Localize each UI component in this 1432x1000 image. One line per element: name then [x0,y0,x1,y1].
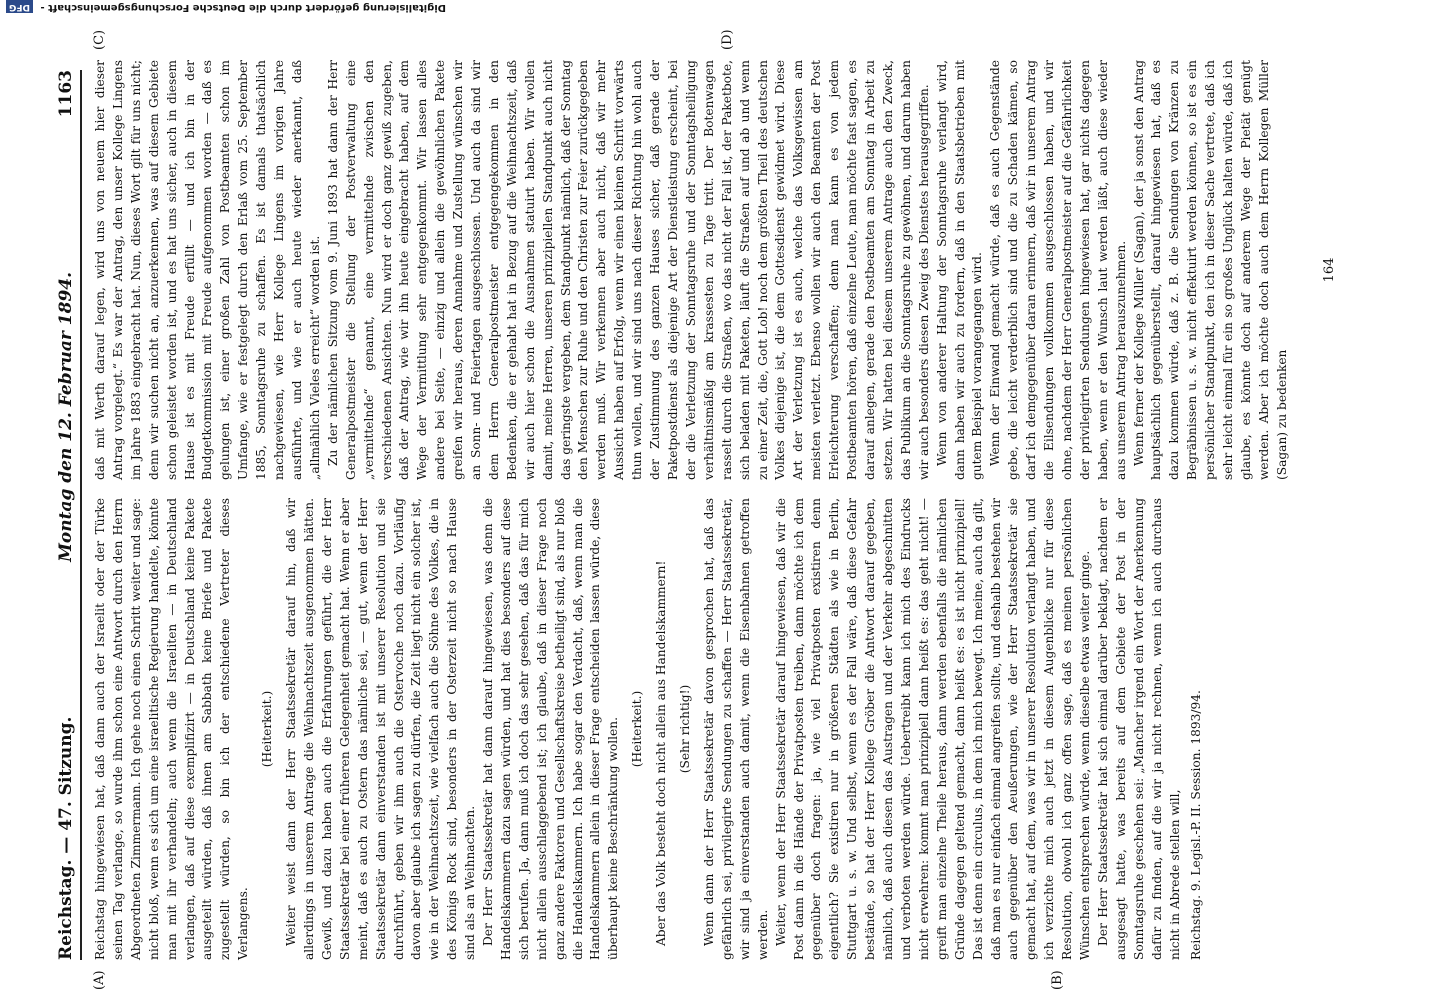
paragraph: Weiter weist dann der Herr Staatssekretär darauf hin, daß wir allerdings in unserem Antrage die Weihnachtszeit ausgenommen hätten. Gewiß, und dazu haben auch die Erfahrungen geführt, die der Herr Staatssekretär bei einer früheren Gelegenheit gemacht hat. Wenn er aber meint, daß es auch zu Ostern das nämliche sei, — gut, wenn der Herr Staatssekretär dann einverstanden ist mit unserer Resolution und sie durchführt, geben wir ihm auch die Ostervoche noch dazu. Vorläufig davon aber glaube ich sagen zu dürfen, die Zeit liegt nicht ein solcher ist, wie in der Weihnachtszeit, wie vielfach auch die Söhne des Volkes, die in des Königs Rock sind, besonders in der Osterzeit nicht so nach Hause sind als an Weihnachten. [284,498,478,960]
bottom-page-number: 164 [1322,257,1337,283]
paragraph: Wenn der Einwand gemacht würde, daß es auch Gegenstände gebe, die leicht verderblich sind und die zu Schaden kämen, so darf ich demgegenüber daran erinnern, daß wir in unserem Antrag die Eilsendungen vollkommen ausgeschlossen haben, und wir ohne, nachdem der Herr Generalpostmeister auf die Gefährlichkeit der privilegirten Sendungen hingewiesen hat, gar nichts dagegen haben, wenn er den Wunsch laut werden läßt, auch diese wieder aus unserem Antrag herauszunehmen. [988,60,1128,480]
paragraph: Aber das Volk besteht doch nicht allein aus Handelskammern! [654,560,669,946]
paragraph: Wenn ferner der Kollege Müller (Sagan), der ja sonst den Antrag hauptsächlich gegenüberstellt, darauf hingewiesen hat, daß es dazu kommen würde, daß z. B. die Sendungen von Kränzen zu Begräbnissen u. s. w. nicht effektuirt werden können, so ist es ein persönlicher Standpunkt, den ich in dieser Sache vertrete, daß ich sehr leicht einmal für ein so großes Unglück halten würde, daß ich glaube, es könnte doch auf anderem Wege der Pietät genügt werden. Aber ich möchte doch auch dem Herrn Kollegen Müller (Sagan) zu bedenken [1131,60,1289,480]
margin-letter-c: (C) [92,29,107,50]
header-page-number: 1163 [56,70,76,118]
session-footer: Reichstag. 9. Legisl.-P. II. Session. 1893/94. [1189,690,1204,960]
paragraph: Der Herr Staatssekretär hat sich einmal darüber beklagt, nachdem er ausgesagt hatte, was bereits auf dem Gebiete der Post in der Sonntagsruhe geschehen sei: „Mancher irgend ein Wort der Anerkennung dafür zu finden, auf die wir ja nicht rechnen, wenn ich auch durchaus nicht in Abrede stellen will, [1095,498,1182,960]
right-column [92,60,1312,480]
dfg-logo: DFG [6,0,33,13]
paragraph: daß mit Werth darauf legen, wird uns von neuem hier dieser Antrag vorgelegt.“ Es war der Antrag, den unser Kollege Lingens im Jahre 1883 eingebracht hat. Nun, dieses Wort gilt für uns nicht; denn wir suchen nicht an, anzuerkennen, was auf diesem Gebiete schon geleistet worden ist, und es hat uns sicher, auch in diesem Hause ist es mit Freude erfüllt — und ich bin in der Budgetkommission mit Freude aufgenommen worden — daß es gelungen ist, einer großen Zahl von Postbeamten schon im Umfange, wie er festgelegt durch den Erlaß vom 25. September 1885, Sonntagsruhe zu schaffen. Es ist damals thatsächlich nachgewiesen, wie Herr Kollege Lingens im vorigen Jahre ausführte, und wie er auch heute wieder anerkannt, daß „allmählich Vieles erreicht“ worden ist. [93,60,322,480]
digitization-note [0,0,1432,15]
digitization-note-text: Digitalisierung gefördert durch die Deutsche Forschungsgemeinschaft - [40,2,447,13]
left-column [92,498,1372,960]
paragraph: Wenn von anderer Haltung der Sonntagsruhe verlangt wird, dann haben wir auch zu fordern, daß in den Staatsbetrieben mit gutem Beispiel vorangegangen wird. [934,60,985,480]
paragraph: Reichstag hingewiesen hat, daß dann auch der Israelit oder der Türke seinen Tag verlange, so wurde ihm schon eine Antwort durch den Herrn Abgeordneten Zimmermann. Ich gehe noch einen Schritt weiter und sage: nicht bloß, wenn es sich um eine israelitische Regierung handelte, könnte man mit ihr verhandeln; auch wenn die Israeliten — in Deutschland verlangen, daß auf diese exemplifizirt — in Deutschland keine Pakete ausgeteilt würden, daß ihnen am Sabbath keine Briefe und Pakete zugestellt würden, so bin ich der entschiedene Vertreter dieses Verlangens. [93,498,251,960]
header-left: Reichstag. — 47. Sitzung. [56,716,76,960]
paragraph: Weiter, wenn der Herr Staatssekretär darauf hingewiesen, daß wir die Post dann in die Hände der Privatposten treiben, dann möchte ich dem gegenüber doch fragen: ja, wie viel Privatposten existiren denn eigentlich? Sie existiren nur in größeren Städten als wie in Berlin, Stuttgart u. s. w. Und selbst, wenn es der Fall wäre, daß diese Gefahr bestände, so hat der Herr Kollege Gröber die Antwort darauf gegeben, nämlich, daß auch diesen das Austragen und der Verkehr abgeschnitten und verboten werden würde. Uebertreibt kann ich mich des Eindrucks nicht erwehren: kommt man prinzipiell dann heißt es: das geht nicht! — greift man einzelne Theile heraus, dann werden ebenfalls die nämlichen Gründe dagegen geltend gemacht, dann heißt es: es ist nicht prinzipiell! Das ist denn ein circulus, in dem ich mich bewegt. Ich meine, auch da gilt, daß man es nur einfach einmal angreifen sollte, und deshalb bestehen wir auch gegenüber den Aeußerungen, wie der Herr Staatssekretär sie gemacht hat, auf dem, was wir in unserer Resolution verlangt haben, und ich verzichte mich auch jetzt in diesem Augenblicke nur für diese Resolution, obwohl ich ganz offen sage, daß es meinen persönlichen Wünschen entsprechen würde, wenn dieselbe etwas weiter ginge. [773,498,1093,960]
digitization-strip [0,0,1432,15]
page-header [44,70,82,960]
reaction-note: (Heiterkeit.) [260,690,275,768]
margin-letter-d: (D) [720,29,735,50]
paragraph: Der Herr Staatssekretär hat dann darauf hingewiesen, was denn die Handelskammern dazu sagen würden, und hat dies besonders auf diese sich berufen. Ja, dann muß ich doch das sehr gesehen, daß das für mich nicht allein ausschlaggebend ist; ich glaube, daß in dieser Frage noch ganz andere Faktoren und Gesellschaftskreise betheiligt sind, als nur bloß die Handelskammern. Ich habe sogar den Verdacht, daß, wenn man die Handelskammern allein in dieser Frage entscheiden lassen würde, diese überhaupt keine Beschränkung wollen. [481,498,621,960]
margin-letter-b: (B) [1050,970,1065,990]
paragraph: Wenn dann der Herr Staatssekretär davon gesprochen hat, daß das gefährlich sei, privilegirte Sendungen zu schaffen — Herr Staatssekretär, wir sind ja einverstanden auch damit, wenn die Eisenbahnen getroffen werden. [702,498,770,960]
paragraph: Zu der nämlichen Sitzung vom 9. Juni 1893 hat dann der Herr Generalpostmeister die Stellung der Postverwaltung eine „vermittelnde“ genannt, eine vermittelnde zwischen den verschiedenen Ansichten. Nun wird er doch ganz gewiß zugeben, daß der Antrag, wie wir ihn heute eingebracht haben, auf dem Wege der Vermittlung sehr entgegenkommt. Wir lassen alles andere bei Seite, — einzig und allein die gewöhnlichen Pakete greifen wir heraus, deren Annahme und Zustellung wünschen wir an Sonn- und Feiertagen ausgeschlossen. Und auch da sind wir dem Herrn Generalpostmeister entgegengekommen in den Bedenken, die er gehabt hat in Bezug auf die Weihnachtszeit, daß wir auch hier schon die Ausnahmen statuirt haben. Wir wollen damit, meine Herren, unseren prinzipiellen Standpunkt auch nicht das geringste vergeben, dem Standpunkt nämlich, daß der Sonntag den Menschen zur Ruhe und den Christen zur Feier zurückgegeben werden muß. Wir verkennen aber auch nicht, daß wir mehr Aussicht haben auf Erfolg, wenn wir einen kleinen Schritt vorwärts thun wollen, und wir sind uns nach dieser Richtung hin wohl auch der Zustimmung des ganzen Hauses sicher, daß gerade der Paketpostdienst als diejenige Art der Dienstleistung erscheint, bei der die Verletzung der Sonntagsruhe und der Sonntagsheiligung verhältnismäßig am krassesten zu Tage tritt. Der Botenwagen rasselt durch die Straßen, wo das nicht der Fall ist, der Paketbote, sich beladen mit Paketen, läuft die Straßen auf und ab und wenn zu einer Zeit, die, Gott Lob! noch dem größten Theil des deutschen Volkes diejenige ist, die dem Gottesdienst gewidmet wird. Diese Art der Verletzung ist es auch, welche das Volksgewissen am meisten verletzt. Ebenso wollen wir auch den Beamten der Post Erleichterung verschaffen; denn man kann es von jedem Postbeamten hören, daß einzelne Leute, man möchte fast sagen, es darauf anlegen, gerade den Postbeamten am Sonntag in Arbeit zu setzen. Wir hatten bei diesem unserem Antrage auch den Zweck, das Publikum an die Sonntagsruhe zu gewöhnen, und darum haben wir auch besonders diesen Zweig des Dienstes herausgegriffen. [325,59,931,480]
margin-letter-a: (A) [92,970,107,990]
reaction-note: (Sehr richtig!) [678,684,693,774]
header-date: Montag den 12. Februar 1894. [56,271,76,562]
reaction-note: (Heiterkeit.) [630,690,645,768]
